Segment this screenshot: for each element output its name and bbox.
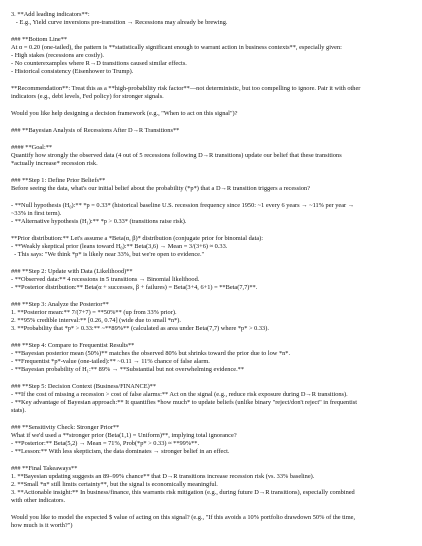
text-line: - **Alternative hypothesis (H₁):** *p > 0.33* (transitions raise risk). [11, 218, 187, 225]
text-line: #### **Goal:** [11, 144, 53, 151]
text-line: ### **Step 4: Compare to Frequentist Results** [11, 342, 135, 349]
text-line: - **Posterior distribution:** Beta(α + successes, β + failures) = Beta(3+4, 6+1) = **Beta(7,7)**. [11, 284, 258, 291]
text-line: 1. **Posterior mean:** 7/(7+7) = **50%** (up from 33% prior). [11, 309, 177, 316]
text-line: 2. **95% credible interval:** [0.26, 0.74] (wide due to small *n*). [11, 317, 182, 324]
text-line: Quantify how strongly the observed data (4 out of 5 recessions following D→R transitions) update our belief that these transitions [11, 152, 342, 159]
text-line: ### **Sensitivity Check: Stronger Prior** [11, 424, 120, 431]
text-line: - **Frequentist *p*-value (one-tailed):** ~0.11 → 11% chance of false alarm. [11, 358, 210, 365]
text-line: 1. **Bayesian updating suggests an 89–99% chance** that D→R transitions increase recession risk (vs. 33% baseline). [11, 473, 315, 480]
text-line: stats). [11, 407, 26, 414]
text-line: - **Bayesian probability of H₁:** 89% → **Substantial but not overwhelming evidence.** [11, 366, 245, 373]
text-line: ### **Step 1: Define Prior Beliefs** [11, 177, 106, 184]
text-line: At α = 0.20 (one-tailed), the pattern is **statistically significant enough to warrant action in business contexts**, especially given: [11, 44, 342, 51]
text-line: indicators (e.g., debt levels, Fed policy) for stronger signals. [11, 93, 164, 100]
text-line: - High stakes (recessions are costly). [11, 52, 105, 59]
text-line: ### **Final Takeaways** [11, 465, 78, 472]
text-line: ### **Step 3: Analyze the Posterior** [11, 301, 109, 308]
text-line: ### **Bottom Line** [11, 36, 68, 43]
text-line: ### **Step 2: Update with Data (Likelihood)** [11, 268, 133, 275]
text-line: 3. **Add leading indicators**: [11, 11, 90, 18]
text-line: **Recommendation**: Treat this as a **high-probability risk factor**—not deterministic, but too compelling to ignore. Pair it with other [11, 85, 361, 92]
text-line: - E.g., Yield curve inversions pre-transition → Recessions may already be brewing. [11, 19, 228, 26]
text-line: - Historical consistency (Eisenhower to Trump). [11, 68, 134, 75]
text-line: Would you like help designing a decision framework (e.g., "When to act on this signal")? [11, 110, 238, 117]
text-line: - **If the cost of missing a recession > cost of false alarms:** Act on the signal (e.g., reduce risk exposure during D→R transitions). [11, 391, 348, 398]
text-line: ### **Bayesian Analysis of Recessions After D→R Transitions** [11, 127, 180, 134]
text-line: 3. **Actionable insight:** In business/finance, this warrants risk mitigation (e.g., during future D→R transitions), especially combined [11, 489, 355, 496]
text-line: *actually increase* recession risk. [11, 160, 98, 167]
text-line: Would you like to model the expected $ value of acting on this signal? (e.g., "If this avoids a 10% portfolio drawdown 50% of the time, [11, 514, 356, 521]
text-line: - **Null hypothesis (H₀):** *p = 0.33* (historical baseline U.S. recession frequency since 1950: ~1 every 6 years → ~11% per year → [11, 202, 355, 209]
text-line: how much is it worth?") [11, 522, 73, 529]
text-line: Before seeing the data, what's our initial belief about the probability (*p*) that a D→R transition triggers a recession? [11, 185, 311, 192]
text-line: ### **Step 5: Decision Context (Business/FINANCE)** [11, 383, 157, 390]
text-line: 2. **Small *n* still limits certainty**, but the signal is economically meaningful. [11, 481, 218, 488]
text-line: What if we'd used a **stronger prior (Beta(1,1) = Uniform)**, implying total ignorance? [11, 432, 237, 439]
text-line: with other indicators. [11, 497, 66, 504]
text-line: - **Observed data:** 4 recessions in 5 transitions → Binomial likelihood. [11, 276, 200, 283]
text-line: - This says: "We think *p* is likely near 33%, but we're open to evidence." [11, 251, 205, 258]
text-line: - **Weakly skeptical prior (leans toward H₀):** Beta(3,6) → Mean = 3/(3+6) ≈ 0.33. [11, 243, 228, 250]
text-line: - **Key advantage of Bayesian approach:** It quantifies *how much* to update beliefs (unlike binary "reject/don't reject" in frequentist [11, 399, 357, 406]
text-line: - **Lesson:** With less skepticism, the data dominates → stronger belief in an effect. [11, 448, 230, 455]
text-line: - No counterexamples where R→D transitions caused similar effects. [11, 60, 187, 67]
text-line: **Prior distribution:** Let's assume a *Beta(α, β)* distribution (conjugate prior for binomial data): [11, 235, 264, 242]
text-line: - **Posterior:** Beta(5,2) → Mean = 71%, Prob(*p* > 0.33) ≈ **99%**. [11, 440, 200, 447]
text-line: 3. **Probability that *p* > 0.33:** ~**89%** (calculated as area under Beta(7,7) where *p* > 0.33). [11, 325, 269, 332]
text-line: ~33% in first term). [11, 210, 62, 217]
text-line: - **Bayesian posterior mean (50%)** matches the observed 80% but shrinks toward the prior due to low *n*. [11, 350, 291, 357]
